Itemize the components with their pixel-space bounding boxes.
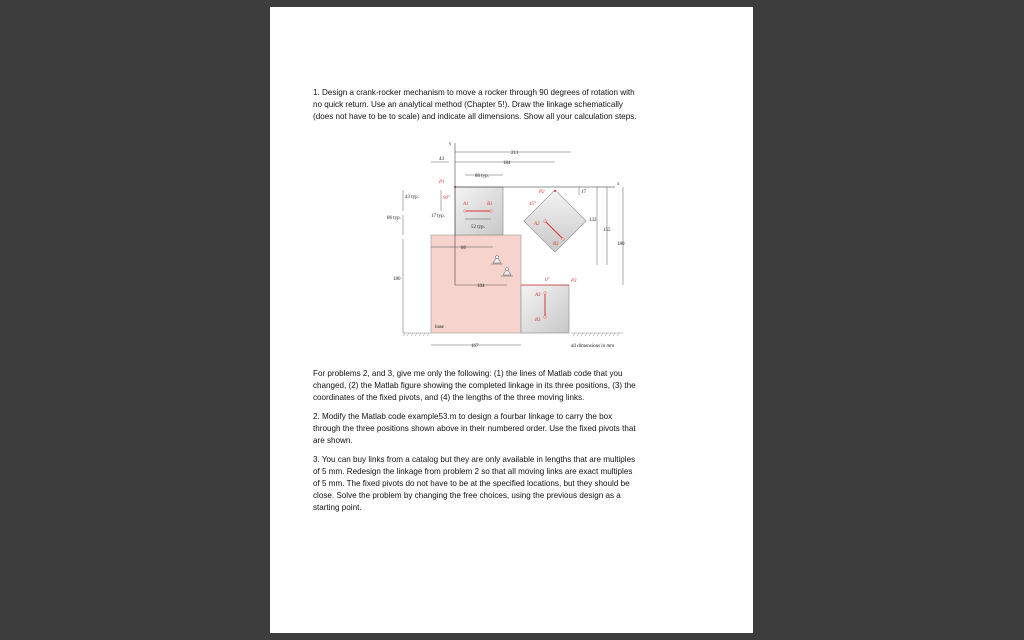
linkage-figure <box>383 135 643 350</box>
point-p2 <box>554 190 556 192</box>
dim-180-left: 180 <box>393 277 401 282</box>
angle-0: 0° <box>545 278 550 283</box>
angle-45: 45° <box>529 202 536 207</box>
dim-211: 211 <box>511 151 519 156</box>
problem-3-text: 3. You can buy links from a catalog but they are only available in lengths that are multiples of 5 mm. Redesign the linkage from problem 2 so that all moving links are exact multiples of 5 mm. The fixed pivots do not have to be at the specified locations, but they should be close. Solve the problem by changing the free choices, using the previous design as a starting point. <box>313 455 636 513</box>
intro-text: For problems 2, and 3, give me only the following: (1) the lines of Matlab code that you changed, (2) the Matlab figure showing the completed linkage in its three positions, (3) the coordinates of the fixed pivots, and (4) the lengths of the three moving links. <box>313 369 636 403</box>
pivot-b2 <box>562 238 564 240</box>
ground-hatch-left <box>403 333 431 336</box>
dim-17typ: 17 typ. <box>431 214 445 219</box>
units-note: all dimensions in mm <box>571 344 615 349</box>
y-axis-label: y <box>449 142 452 147</box>
pivot-b3 <box>544 316 546 318</box>
dim-43typ: 43 typ. <box>405 195 419 200</box>
pivot-b1 <box>490 210 492 212</box>
dim-17: 17 <box>581 190 586 195</box>
label-a3: A3 <box>535 293 541 298</box>
dim-184: 184 <box>503 161 511 166</box>
label-a1: A1 <box>463 202 469 207</box>
dim-180-right: 180 <box>617 242 625 247</box>
pivot-a3 <box>544 292 546 294</box>
ground-hatch-right <box>571 333 623 336</box>
base-block <box>431 235 521 333</box>
problem-2-text: 2. Modify the Matlab code example53.m to design a fourbar linkage to carry the box through the three positions shown above in their numbered order. Use the fixed pivots that are shown. <box>313 412 636 446</box>
pivot-a1 <box>464 210 466 212</box>
dim-86typ: 86 typ. <box>475 174 489 179</box>
label-p3: P3 <box>571 279 577 284</box>
dim-86typ-left: 86 typ. <box>387 216 401 221</box>
label-b2: B2 <box>553 242 559 247</box>
label-p1: P1 <box>439 180 445 185</box>
problem-1-text: 1. Design a crank-rocker mechanism to move a rocker through 90 degrees of rotation with no quick return. Use an analytical method (Chapter 5!). Draw the linkage schematically (does not have to be to scale) and indicate all dimensions. Show all your calculation steps. <box>313 88 637 122</box>
label-p2: P2 <box>539 190 545 195</box>
label-b3: B3 <box>535 318 541 323</box>
base-label: base <box>435 325 444 330</box>
dim-132: 132 <box>589 218 597 223</box>
dim-167: 167 <box>471 344 479 349</box>
dim-43: 43 <box>439 157 444 162</box>
label-a2: A2 <box>534 222 540 227</box>
dim-104: 104 <box>477 284 485 289</box>
angle-90: 90° <box>443 196 450 201</box>
pivot-a2 <box>544 220 546 222</box>
dim-52typ: 52 typ. <box>471 225 485 230</box>
dim-155: 155 <box>603 228 611 233</box>
x-axis-label: x <box>617 182 620 187</box>
label-b1: B1 <box>487 202 493 207</box>
dim-86: 86 <box>461 246 466 251</box>
document-page <box>270 7 753 633</box>
